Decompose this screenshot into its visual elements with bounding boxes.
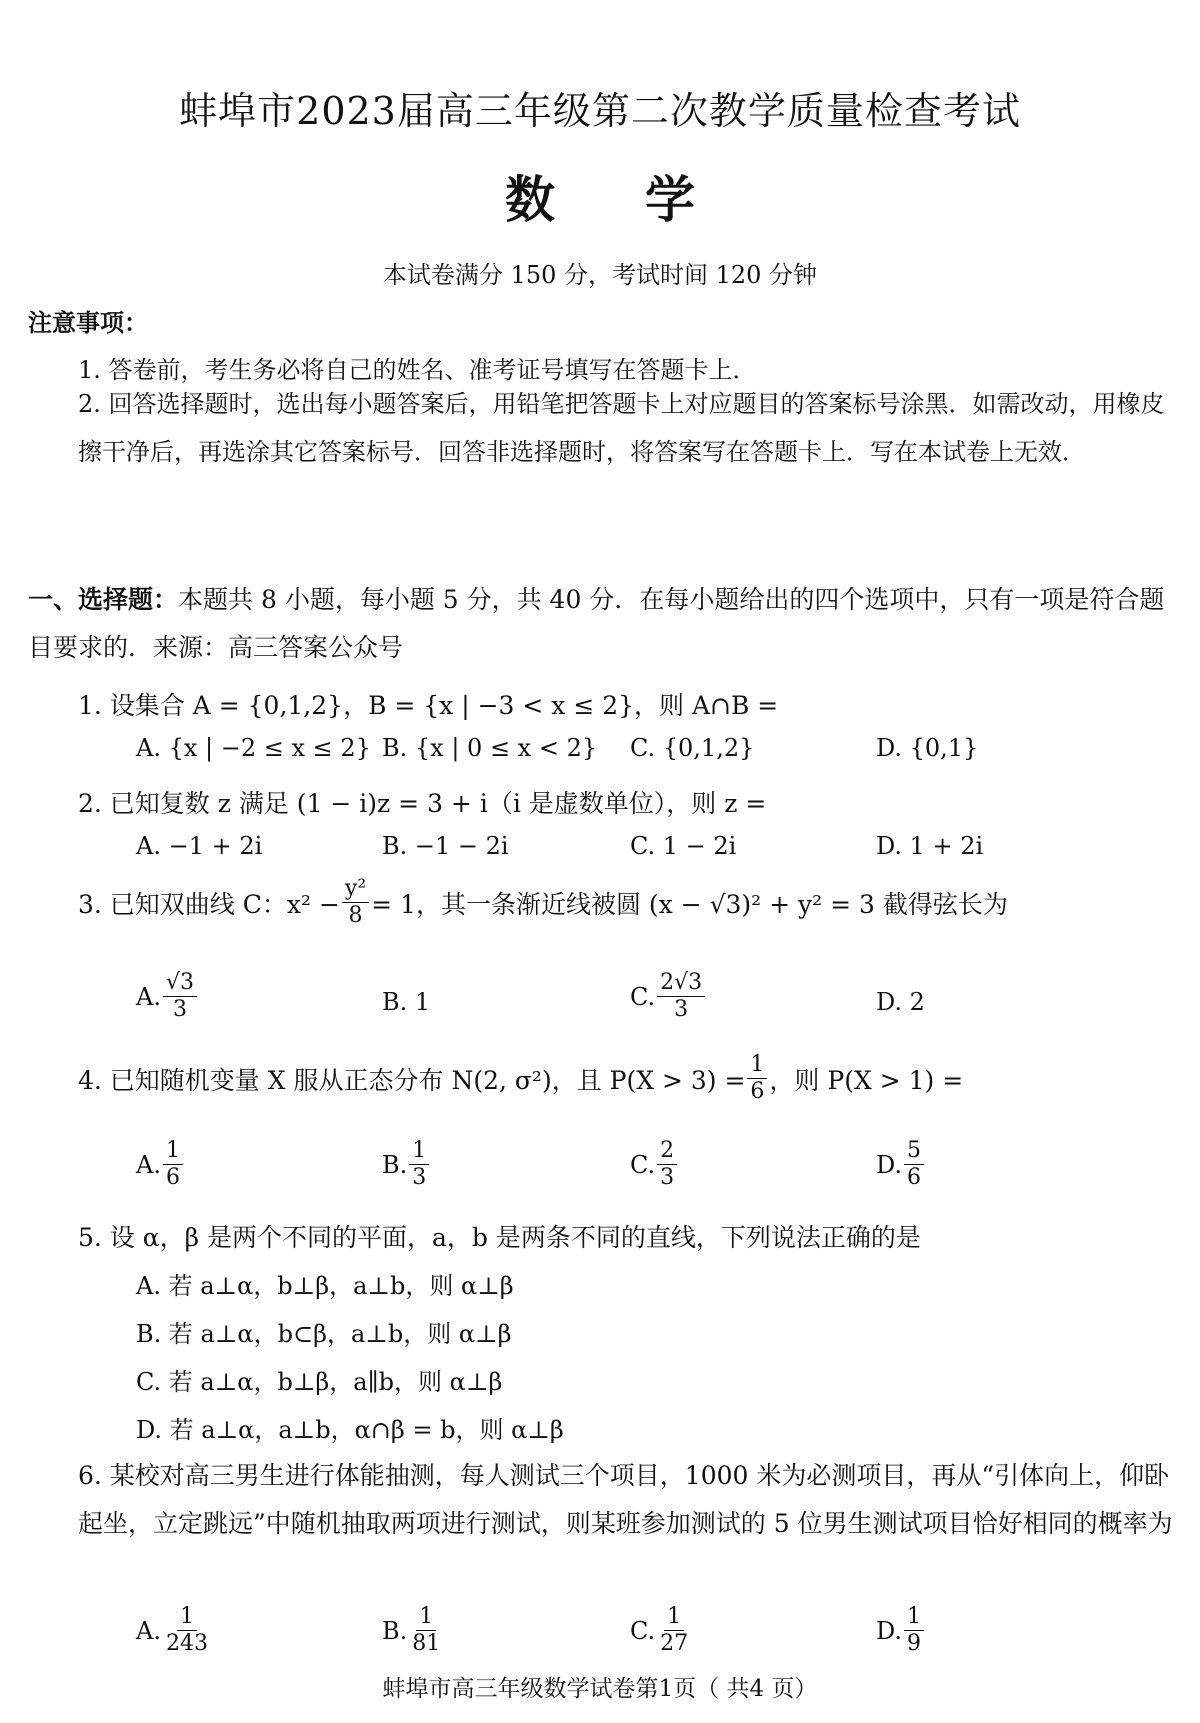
option-fraction <box>163 1604 211 1657</box>
question-1-stem: 1. 设集合 A = {0,1,2}，B = {x | −3 < x ≤ 2}，则 A∩B = <box>78 691 779 720</box>
question-1-option-a: A. {x | −2 ≤ x ≤ 2} <box>136 734 371 762</box>
question-6-option-b <box>382 1604 445 1657</box>
question-2-stem: 2. 已知复数 z 满足 (1 − i)z = 3 + i（i 是虚数单位），则 z = <box>78 789 767 818</box>
question-6-option-a <box>136 1604 213 1657</box>
question-3-stem <box>78 876 1008 929</box>
question-4-option-d <box>876 1138 926 1191</box>
fraction-denominator: 3 <box>172 997 187 1022</box>
option-value: 1 <box>414 988 431 1016</box>
option-label: C. <box>630 1150 656 1179</box>
fraction-denominator: 3 <box>412 1165 427 1190</box>
question-4-stem-a: 4. 已知随机变量 X 服从正态分布 N(2, σ²)，且 P(X > 3) = <box>78 1065 746 1095</box>
question-3-stem-a: 3. 已知双曲线 C：x² − <box>78 889 340 919</box>
question-1-option-b: B. {x | 0 ≤ x < 2} <box>382 734 598 762</box>
section-1-heading: 一、选择题： <box>28 585 179 614</box>
fraction-denominator: 81 <box>412 1631 441 1656</box>
fraction-denominator: 6 <box>165 1165 180 1190</box>
option-label: B. <box>382 1616 408 1645</box>
option-label: C. <box>630 1616 656 1645</box>
fraction-denominator: 6 <box>907 1165 922 1190</box>
question-4-option-a <box>136 1138 185 1191</box>
option-label: A. <box>136 982 161 1011</box>
option-label: D. <box>876 1150 903 1179</box>
question-2-option-d: D. 1 + 2i <box>876 832 984 860</box>
notice-item-1: 1. 答卷前，考生务必将自己的姓名、准考证号填写在答题卡上． <box>78 356 757 384</box>
fraction-denominator: 27 <box>660 1631 689 1656</box>
fraction-denominator: 3 <box>674 997 689 1022</box>
question-3-option-b <box>382 988 430 1016</box>
fraction-numerator: 5 <box>904 1138 924 1165</box>
question-2-option-b: B. −1 − 2i <box>382 832 509 860</box>
option-label: A. <box>136 1616 161 1645</box>
option-label: A. <box>136 1150 161 1179</box>
option-fraction <box>904 1138 924 1191</box>
question-5-option-d: D. 若 a⊥α，a⊥b，α∩β = b，则 α⊥β <box>136 1416 564 1444</box>
fraction-numerator: 1 <box>664 1604 684 1631</box>
fraction-denominator: 9 <box>907 1631 922 1656</box>
option-fraction <box>657 1604 691 1657</box>
option-label: C. <box>630 982 656 1011</box>
section-1-header <box>28 576 1188 672</box>
option-fraction <box>904 1604 924 1657</box>
question-6-option-c <box>630 1604 693 1657</box>
option-fraction <box>409 1604 443 1657</box>
question-3-option-c <box>630 970 707 1023</box>
option-fraction <box>657 970 705 1023</box>
option-label: B. <box>382 988 408 1016</box>
fraction-numerator: 2 <box>657 1138 677 1165</box>
section-1-desc: 本题共 8 小题，每小题 5 分，共 40 分．在每小题给出的四个选项中，只有一项是符合题目要求的．来源：高三答案公众号 <box>28 585 1165 662</box>
fraction-denominator: 3 <box>660 1165 675 1190</box>
fraction-denominator: 8 <box>348 903 363 928</box>
question-3-option-d <box>876 988 925 1016</box>
question-5-option-c: C. 若 a⊥α，b⊥β，a∥b，则 α⊥β <box>136 1368 503 1396</box>
question-4-option-c <box>630 1138 679 1191</box>
question-4-fraction <box>747 1052 767 1105</box>
exam-info: 本试卷满分 150 分，考试时间 120 分钟 <box>382 261 818 289</box>
subject-title: 数学 <box>505 171 785 229</box>
option-fraction <box>657 1138 677 1191</box>
question-3-stem-b: = 1，其一条渐近线被圆 (x − √3)² + y² = 3 截得弦长为 <box>371 889 1008 919</box>
fraction-denominator: 6 <box>750 1079 765 1104</box>
fraction-numerator: 2√3 <box>657 970 705 997</box>
question-5-stem: 5. 设 α，β 是两个不同的平面，a，b 是两条不同的直线，下列说法正确的是 <box>78 1223 921 1252</box>
fraction-numerator: 1 <box>904 1604 924 1631</box>
fraction-denominator: 243 <box>165 1631 208 1656</box>
question-6-option-d <box>876 1604 926 1657</box>
notice-item-2 <box>78 380 1183 476</box>
question-2-option-c: C. 1 − 2i <box>630 832 737 860</box>
fraction-numerator: 1 <box>409 1138 429 1165</box>
option-label: B. <box>382 1150 408 1179</box>
option-fraction <box>409 1138 429 1191</box>
exam-title: 蚌埠市2023届高三年级第二次教学质量检查考试 <box>179 89 1021 133</box>
question-6-stem: 6. 某校对高三男生进行体能抽测，每人测试三个项目，1000 米为必测项目，再从“引体向上，仰卧起坐，立定跳远”中随机抽取两项进行测试，则某班参加测试的 5 位男生测试项目恰好相同的概率为 <box>78 1461 1173 1538</box>
option-fraction <box>163 970 197 1023</box>
notice-item-2-text: 2. 回答选择题时，选出每小题答案后，用铅笔把答题卡上对应题目的答案标号涂黑．如需改动，用橡皮擦干净后，再选涂其它答案标号．回答非选择题时，将答案写在答题卡上．写在本试卷上无效． <box>78 390 1165 466</box>
fraction-numerator: 1 <box>747 1052 767 1079</box>
question-3-fraction <box>342 876 369 929</box>
fraction-numerator: 1 <box>177 1604 197 1631</box>
option-value: 2 <box>909 988 925 1016</box>
question-4-option-b <box>382 1138 431 1191</box>
option-label: D. <box>876 1616 903 1645</box>
option-fraction <box>163 1138 183 1191</box>
question-4-stem-b: ，则 P(X > 1) = <box>769 1065 964 1095</box>
question-5-option-b: B. 若 a⊥α，b⊂β，a⊥b，则 α⊥β <box>136 1320 512 1348</box>
question-4-stem <box>78 1052 963 1105</box>
question-1-option-c: C. {0,1,2} <box>630 734 755 762</box>
question-3-option-a <box>136 970 199 1023</box>
option-label: D. <box>876 988 903 1016</box>
fraction-numerator: √3 <box>163 970 197 997</box>
fraction-numerator: y² <box>342 876 369 903</box>
question-1-option-d: D. {0,1} <box>876 734 979 762</box>
fraction-numerator: 1 <box>163 1138 183 1165</box>
notice-heading: 注意事项： <box>28 309 148 337</box>
page-footer: 蚌埠市高三年级数学试卷第1页（ 共4 页） <box>382 1676 818 1702</box>
question-2-option-a: A. −1 + 2i <box>136 832 263 860</box>
question-5-option-a: A. 若 a⊥α，b⊥β，a⊥b，则 α⊥β <box>136 1272 514 1300</box>
fraction-numerator: 1 <box>416 1604 436 1631</box>
